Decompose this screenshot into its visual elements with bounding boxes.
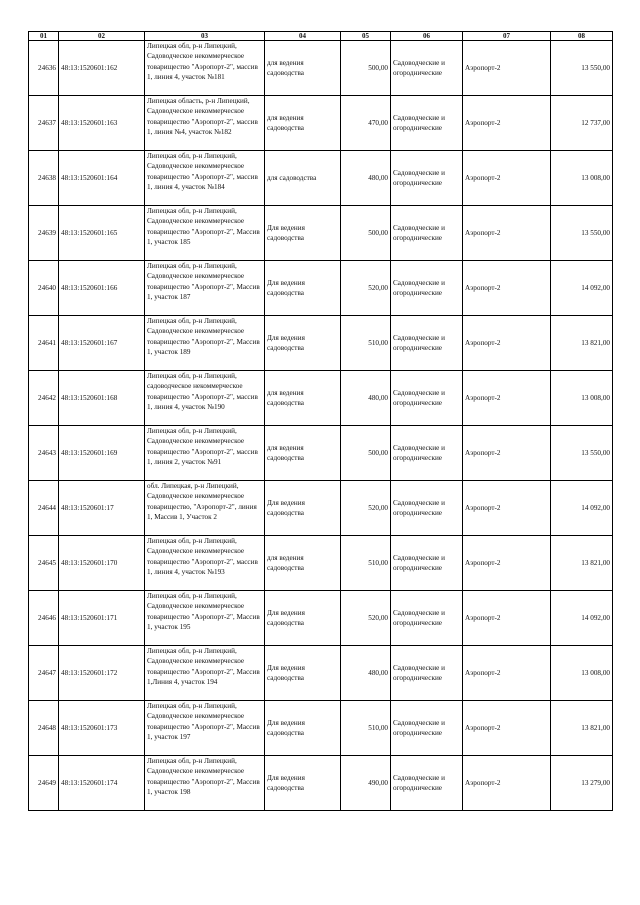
- address-text: Липецкая обл, р-н Липецкий, Садоводческое некоммерческое товарищество "Аэропорт-2", массив 1, линия 4, участок №184: [147, 152, 258, 192]
- cadastral-number-cell: 48:13:1520601:162: [59, 41, 145, 96]
- permitted-use-cell: Для ведения садоводства: [265, 261, 341, 316]
- area-cell: 520,00: [341, 261, 391, 316]
- cadastral-value-cell: 13 821,00: [551, 536, 613, 591]
- record-number-cell: 24642: [29, 371, 59, 426]
- column-header-03: 03: [145, 32, 265, 41]
- zone-cell: Аэропорт-2: [463, 96, 551, 151]
- column-header-02: 02: [59, 32, 145, 41]
- record-number-cell: 24644: [29, 481, 59, 536]
- table-row: [29, 41, 613, 96]
- land-category-cell: Садоводческие и огороднические: [391, 371, 463, 426]
- cadastral-value-cell: 13 008,00: [551, 371, 613, 426]
- cadastral-value-cell: 13 008,00: [551, 151, 613, 206]
- table-row: [29, 426, 613, 481]
- area-cell: 500,00: [341, 206, 391, 261]
- record-number-cell: 24647: [29, 646, 59, 701]
- area-cell: 510,00: [341, 701, 391, 756]
- address-cell: [145, 646, 265, 701]
- cadastral-value-cell: 13 550,00: [551, 206, 613, 261]
- record-number-cell: 24636: [29, 41, 59, 96]
- cadastral-number-cell: 48:13:1520601:173: [59, 701, 145, 756]
- address-cell: [145, 591, 265, 646]
- address-cell: [145, 371, 265, 426]
- column-header-05: 05: [341, 32, 391, 41]
- land-plots-table: [28, 31, 613, 811]
- land-category-cell: Садоводческие и огороднические: [391, 96, 463, 151]
- table-row: [29, 206, 613, 261]
- table-header-row: [29, 32, 613, 41]
- address-text: Липецкая обл, р-н Липецкий, Садоводческое некоммерческое товарищество "Аэропорт-2", массив 1, линия 4, участок №181: [147, 42, 258, 82]
- address-text: Липецкая обл, р-н Липецкий, Садоводческое некоммерческое товарищество "Аэропорт-2", Массив 1,Линия 4, участок 194: [147, 647, 260, 687]
- area-cell: 490,00: [341, 756, 391, 811]
- address-text: Липецкая обл, р-н Липецкий, Садоводческое некоммерческое товарищество "Аэропорт-2", Массив 1, участок 195: [147, 592, 260, 632]
- address-cell: [145, 261, 265, 316]
- zone-cell: Аэропорт-2: [463, 41, 551, 96]
- record-number-cell: 24638: [29, 151, 59, 206]
- address-text: Липецкая область, р-н Липецкий, Садоводческое некоммерческое товарищество "Аэропорт-2", массив 1, линия №4, участок №182: [147, 97, 258, 137]
- cadastral-number-cell: 48:13:1520601:163: [59, 96, 145, 151]
- table-row: [29, 756, 613, 811]
- record-number-cell: 24641: [29, 316, 59, 371]
- cadastral-value-cell: 12 737,00: [551, 96, 613, 151]
- cadastral-value-cell: 13 008,00: [551, 646, 613, 701]
- address-cell: [145, 536, 265, 591]
- zone-cell: Аэропорт-2: [463, 646, 551, 701]
- zone-cell: Аэропорт-2: [463, 536, 551, 591]
- permitted-use-cell: Для ведения садоводства: [265, 481, 341, 536]
- column-header-08: 08: [551, 32, 613, 41]
- cadastral-number-cell: 48:13:1520601:174: [59, 756, 145, 811]
- land-category-cell: Садоводческие и огороднические: [391, 151, 463, 206]
- permitted-use-cell: для ведения садоводства: [265, 536, 341, 591]
- area-cell: 480,00: [341, 646, 391, 701]
- zone-cell: Аэропорт-2: [463, 591, 551, 646]
- cadastral-number-cell: 48:13:1520601:17: [59, 481, 145, 536]
- address-cell: [145, 481, 265, 536]
- land-category-cell: Садоводческие и огороднические: [391, 316, 463, 371]
- address-cell: [145, 41, 265, 96]
- table-row: [29, 371, 613, 426]
- address-cell: [145, 426, 265, 481]
- column-header-04: 04: [265, 32, 341, 41]
- address-cell: [145, 756, 265, 811]
- land-category-cell: Садоводческие и огороднические: [391, 206, 463, 261]
- land-category-cell: Садоводческие и огороднические: [391, 591, 463, 646]
- record-number-cell: 24640: [29, 261, 59, 316]
- cadastral-number-cell: 48:13:1520601:164: [59, 151, 145, 206]
- table-body: [29, 41, 613, 811]
- cadastral-value-cell: 13 821,00: [551, 316, 613, 371]
- cadastral-number-cell: 48:13:1520601:171: [59, 591, 145, 646]
- land-category-cell: Садоводческие и огороднические: [391, 646, 463, 701]
- cadastral-number-cell: 48:13:1520601:165: [59, 206, 145, 261]
- address-text: обл. Липецкая, р-н Липецкий, Садоводческое некоммерческое товарищество, "Аэропорт-2", линия 1, Массив 1, Участок 2: [147, 482, 257, 522]
- table-row: [29, 151, 613, 206]
- land-category-cell: Садоводческие и огороднические: [391, 756, 463, 811]
- cadastral-value-cell: 14 092,00: [551, 481, 613, 536]
- cadastral-number-cell: 48:13:1520601:170: [59, 536, 145, 591]
- table-row: [29, 646, 613, 701]
- permitted-use-cell: Для ведения садоводства: [265, 756, 341, 811]
- cadastral-number-cell: 48:13:1520601:168: [59, 371, 145, 426]
- cadastral-number-cell: 48:13:1520601:166: [59, 261, 145, 316]
- record-number-cell: 24646: [29, 591, 59, 646]
- table-row: [29, 591, 613, 646]
- zone-cell: Аэропорт-2: [463, 756, 551, 811]
- land-category-cell: Садоводческие и огороднические: [391, 426, 463, 481]
- address-cell: [145, 701, 265, 756]
- permitted-use-cell: для ведения садоводства: [265, 426, 341, 481]
- zone-cell: Аэропорт-2: [463, 206, 551, 261]
- zone-cell: Аэропорт-2: [463, 261, 551, 316]
- cadastral-value-cell: 14 092,00: [551, 591, 613, 646]
- area-cell: 510,00: [341, 536, 391, 591]
- area-cell: 500,00: [341, 426, 391, 481]
- record-number-cell: 24637: [29, 96, 59, 151]
- cadastral-value-cell: 13 821,00: [551, 701, 613, 756]
- record-number-cell: 24648: [29, 701, 59, 756]
- zone-cell: Аэропорт-2: [463, 371, 551, 426]
- record-number-cell: 24643: [29, 426, 59, 481]
- address-cell: [145, 151, 265, 206]
- area-cell: 480,00: [341, 151, 391, 206]
- address-text: Липецкая обл, р-н Липецкий, Садоводческое некоммерческое товарищество "Аэропорт-2", Массив 1, участок 197: [147, 702, 260, 742]
- address-text: Липецкая обл, р-н Липецкий, Садоводческое некоммерческое товарищество "Аэропорт-2", массив 1, линия 4, участок №193: [147, 537, 258, 577]
- area-cell: 480,00: [341, 371, 391, 426]
- land-category-cell: Садоводческие и огороднические: [391, 481, 463, 536]
- address-cell: [145, 206, 265, 261]
- land-category-cell: Садоводческие и огороднические: [391, 41, 463, 96]
- address-text: Липецкая обл, р-н Липецкий, Садоводческое некоммерческое товарищество "Аэропорт-2", Массив 1, участок 185: [147, 207, 260, 247]
- cadastral-number-cell: 48:13:1520601:169: [59, 426, 145, 481]
- cadastral-value-cell: 13 279,00: [551, 756, 613, 811]
- record-number-cell: 24649: [29, 756, 59, 811]
- zone-cell: Аэропорт-2: [463, 316, 551, 371]
- record-number-cell: 24645: [29, 536, 59, 591]
- table-row: [29, 536, 613, 591]
- permitted-use-cell: Для ведения садоводства: [265, 701, 341, 756]
- column-header-06: 06: [391, 32, 463, 41]
- table-row: [29, 481, 613, 536]
- zone-cell: Аэропорт-2: [463, 701, 551, 756]
- address-text: Липецкая обл, р-н Липецкий, Садоводческое некоммерческое товарищество "Аэропорт-2", Массив 1, участок 189: [147, 317, 260, 357]
- table-row: [29, 316, 613, 371]
- address-cell: [145, 316, 265, 371]
- column-header-01: 01: [29, 32, 59, 41]
- permitted-use-cell: для ведения садоводства: [265, 371, 341, 426]
- permitted-use-cell: Для ведения садоводства: [265, 646, 341, 701]
- cadastral-value-cell: 14 092,00: [551, 261, 613, 316]
- table-row: [29, 261, 613, 316]
- land-category-cell: Садоводческие и огороднические: [391, 536, 463, 591]
- area-cell: 500,00: [341, 41, 391, 96]
- area-cell: 520,00: [341, 481, 391, 536]
- area-cell: 510,00: [341, 316, 391, 371]
- address-text: Липецкая обл, р-н Липецкий, садоводческое некоммерческое товарищество "Аэропорт-2", массив 1, линия 4, участок №190: [147, 372, 258, 412]
- land-category-cell: Садоводческие и огороднические: [391, 261, 463, 316]
- permitted-use-cell: для ведения садоводства: [265, 41, 341, 96]
- address-text: Липецкая обл, р-н Липецкий, Садоводческое некоммерческое товарищество "Аэропорт-2", Массив 1, участок 198: [147, 757, 260, 797]
- address-text: Липецкая обл, р-н Липецкий, Садоводческое некоммерческое товарищество "Аэропорт-2", массив 1, линия 2, участок №91: [147, 427, 258, 467]
- address-cell: [145, 96, 265, 151]
- permitted-use-cell: для садоводства: [265, 151, 341, 206]
- permitted-use-cell: Для ведения садоводства: [265, 316, 341, 371]
- zone-cell: Аэропорт-2: [463, 151, 551, 206]
- address-text: Липецкая обл, р-н Липецкий, Садоводческое некоммерческое товарищество "Аэропорт-2", Массив 1, участок 187: [147, 262, 260, 302]
- cadastral-value-cell: 13 550,00: [551, 41, 613, 96]
- zone-cell: Аэропорт-2: [463, 426, 551, 481]
- document-page: [28, 31, 612, 811]
- area-cell: 470,00: [341, 96, 391, 151]
- cadastral-number-cell: 48:13:1520601:172: [59, 646, 145, 701]
- permitted-use-cell: Для ведения садоводства: [265, 591, 341, 646]
- cadastral-number-cell: 48:13:1520601:167: [59, 316, 145, 371]
- table-row: [29, 96, 613, 151]
- permitted-use-cell: для ведения садоводства: [265, 96, 341, 151]
- permitted-use-cell: Для ведения садоводства: [265, 206, 341, 261]
- zone-cell: Аэропорт-2: [463, 481, 551, 536]
- column-header-07: 07: [463, 32, 551, 41]
- table-row: [29, 701, 613, 756]
- area-cell: 520,00: [341, 591, 391, 646]
- land-category-cell: Садоводческие и огороднические: [391, 701, 463, 756]
- record-number-cell: 24639: [29, 206, 59, 261]
- cadastral-value-cell: 13 550,00: [551, 426, 613, 481]
